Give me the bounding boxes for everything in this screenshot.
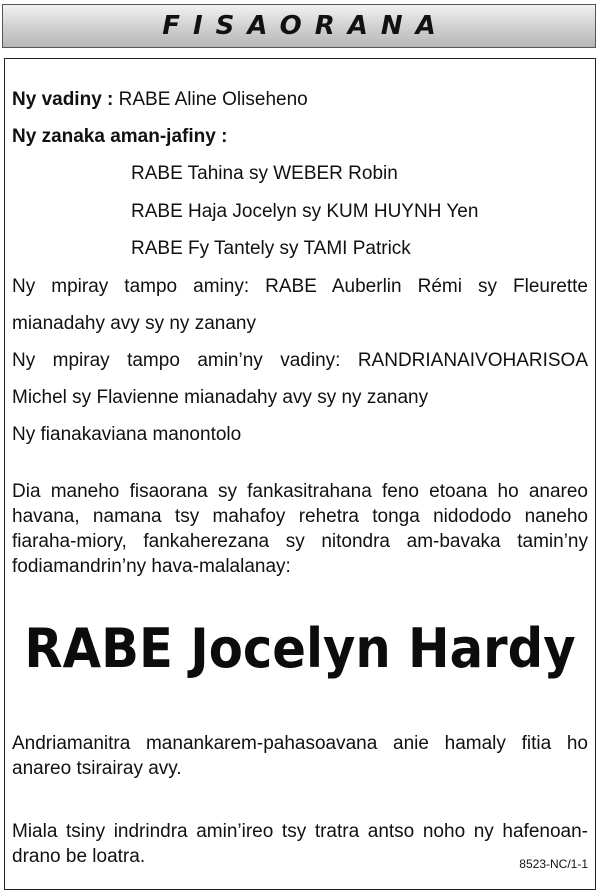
- spouse-label: Ny vadiny :: [12, 89, 114, 110]
- page-title: FISAORANA: [162, 11, 449, 41]
- spouse-line: [12, 88, 588, 112]
- reference-code: 8523-NC/1-1: [519, 857, 588, 871]
- child-entry: RABE Tahina sy WEBER Robin: [131, 163, 398, 184]
- header-bar: [2, 4, 596, 48]
- child-entry: RABE Fy Tantely sy TAMI Patrick: [131, 238, 411, 259]
- spouse-name: RABE Aline Oliseheno: [118, 89, 308, 110]
- inlaws-line-1: Ny mpiray tampo amin’ny vadiny: RANDRIANAIVOHARISOA: [12, 350, 588, 371]
- child-entry: RABE Haja Jocelyn sy KUM HUYNH Yen: [131, 201, 479, 222]
- apology-paragraph: Miala tsiny indrindra amin’ireo tsy tratra antso noho ny hafenoan-drano be loatra.: [12, 821, 588, 867]
- relatives-line: Ny fianakaviana manontolo: [12, 424, 242, 445]
- siblings-line-2: mianadahy avy sy ny zanany: [12, 313, 256, 334]
- thanks-paragraph: Dia maneho fisaorana sy fankasitrahana feno etoana ho anareo havana, namana tsy mahafoy rehetra tonga nidododo naneho fiaraha-miory, fankaherezana sy nitondra am-bavaka tamin’ny fodiamandrin’ny hava-malalanay:: [12, 481, 588, 577]
- inlaws-line-2: Michel sy Flavienne mianadahy avy sy ny zanany: [12, 387, 429, 408]
- blessing-paragraph: Andriamanitra manankarem-pahasoavana anie hamaly fitia ho anareo tsirairay avy.: [12, 733, 588, 779]
- deceased-name: RABE Jocelyn Hardy: [24, 617, 576, 680]
- siblings-line-1: Ny mpiray tampo aminy: RABE Auberlin Rémi sy Fleurette: [12, 276, 588, 297]
- children-label: Ny zanaka aman-jafiny :: [12, 126, 228, 147]
